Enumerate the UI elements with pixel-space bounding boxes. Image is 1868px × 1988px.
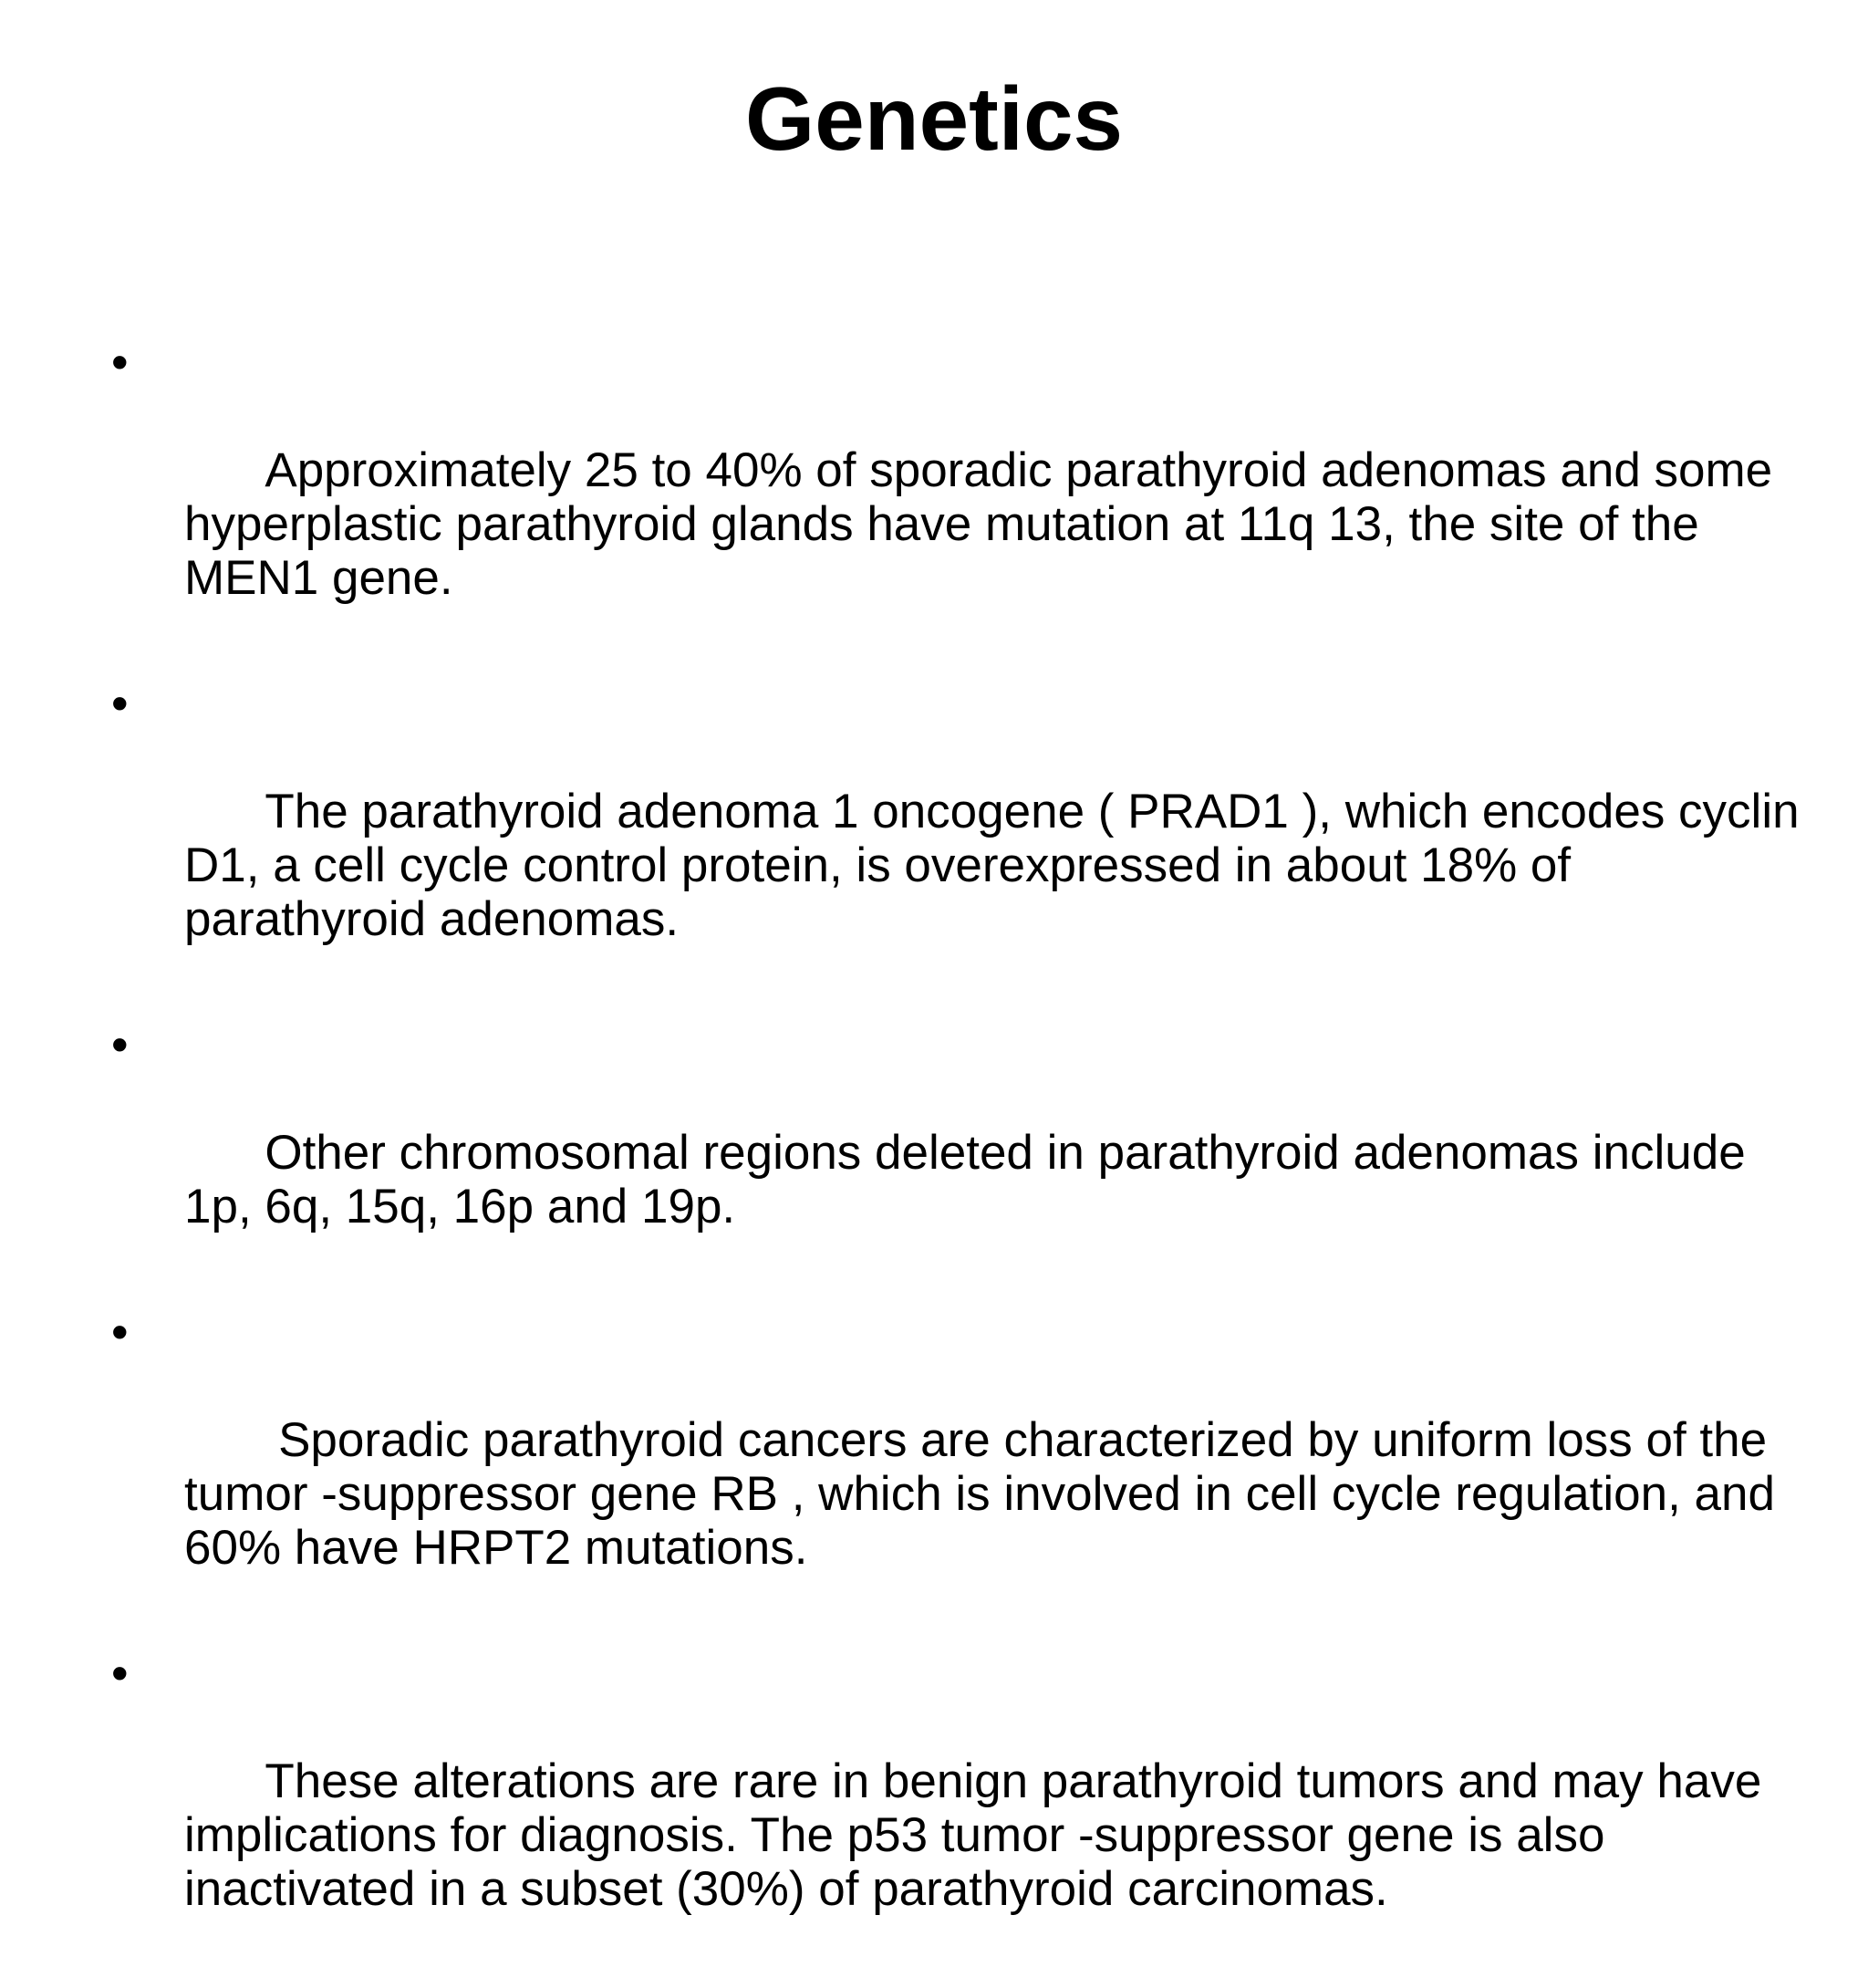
bullet-item (111, 1018, 1817, 1287)
bullet-icon: • (111, 677, 129, 731)
bullet-item (111, 677, 1817, 1000)
bullet-icon: • (111, 1306, 129, 1359)
bullet-icon: • (111, 1647, 129, 1701)
bullet-text: Sporadic parathyroid cancers are characterized by uniform loss of the tumor -suppressor gene RB , which is involved in cell cycle regulation, and 60% have HRPT2 mutations. (184, 1413, 1789, 1575)
bullet-text: The parathyroid adenoma 1 oncogene ( PRAD1 ), which encodes cyclin D1, a cell cycle control protein, is overexpressed in about 18% of parathyroid adenomas. (184, 785, 1813, 946)
bullet-item (111, 1647, 1817, 1970)
bullet-icon: • (111, 336, 129, 390)
bullet-icon: • (111, 1018, 129, 1072)
bullet-list (111, 336, 1817, 1988)
bullet-text: Approximately 25 to 40% of sporadic parathyroid adenomas and some hyperplastic parathyroid glands have mutation at 11q 13, the site of the MEN1 gene. (184, 443, 1786, 605)
bullet-text: Other chromosomal regions deleted in parathyroid adenomas include 1p, 6q, 15q, 16p and 19p. (184, 1126, 1759, 1233)
bullet-text: These alterations are rare in benign parathyroid tumors and may have implications for diagnosis. The p53 tumor -suppressor gene is also inactivated in a subset (30%) of parathyroid carcinomas. (184, 1754, 1776, 1916)
bullet-item (111, 336, 1817, 659)
slide-title: Genetics (745, 68, 1123, 169)
bullet-item (111, 1306, 1817, 1629)
